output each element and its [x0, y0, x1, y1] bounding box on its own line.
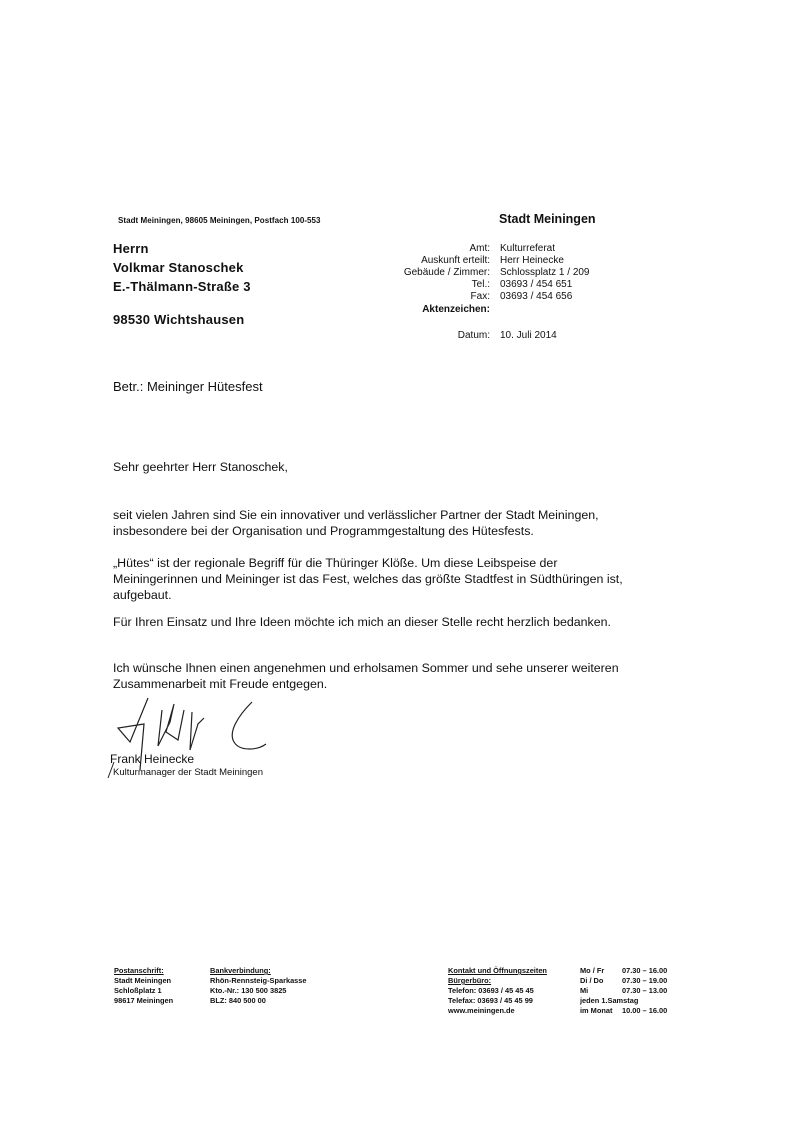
paragraph-2-line-2: Meiningerinnen und Meininger ist das Fest, welches das größte Stadtfest in Südthüringen ist, [113, 572, 623, 586]
footer-bank-line: Rhön-Rennsteig-Sparkasse [210, 976, 307, 985]
footer-postanschrift-line: Schloßplatz 1 [114, 986, 162, 995]
footer-bank-line: Kto.-Nr.: 130 500 3825 [210, 986, 287, 995]
letter-subject: Betr.: Meininger Hütesfest [113, 379, 263, 394]
paragraph-1-line-2: insbesondere bei der Organisation und Programmgestaltung des Hütesfests. [113, 524, 534, 538]
footer-hours-day: jeden 1.Samstag [580, 996, 639, 1005]
paragraph-2-line-3: aufgebaut. [113, 588, 172, 602]
footer-kontakt-heading: Kontakt und Öffnungszeiten [448, 966, 547, 975]
sender-return-address: Stadt Meiningen, 98605 Meiningen, Postfach 100-553 [118, 216, 321, 225]
recipient-city: 98530 Wichtshausen [113, 312, 245, 327]
footer-hours-time: 07.30 – 19.00 [622, 976, 668, 985]
footer-hours-time-spacer [622, 996, 667, 1006]
footer-kontakt-subheading: Bürgerbüro: [448, 976, 492, 985]
signatory-role: Kulturmanager der Stadt Meiningen [113, 767, 263, 778]
meta-aktenzeichen-label: Aktenzeichen: [422, 304, 490, 315]
footer-bank-line: BLZ: 840 500 00 [210, 996, 266, 1005]
meta-amt-value: Kulturreferat [500, 243, 556, 254]
footer-postanschrift-line: Stadt Meiningen [114, 976, 172, 985]
footer-bank [210, 966, 307, 1006]
footer-hours-time: 07.30 – 16.00 [622, 966, 668, 975]
footer-hours-time: 07.30 – 13.00 [622, 986, 668, 995]
footer-postanschrift-heading: Postanschrift: [114, 966, 164, 975]
meta-auskunft-label: Auskunft erteilt: [421, 255, 490, 266]
footer-hours-time: 10.00 – 16.00 [622, 1006, 668, 1015]
recipient-name: Volkmar Stanoschek [113, 260, 244, 275]
paragraph-2-line-1: „Hütes“ ist der regionale Begriff für die Thüringer Klöße. Um diese Leibspeise der [113, 556, 558, 570]
meta-fax-value: 03693 / 454 656 [500, 291, 573, 302]
paragraph-4-line-1: Ich wünsche Ihnen einen angenehmen und erholsamen Sommer und sehe unserer weiteren [113, 661, 619, 675]
paragraph-1-line-1: seit vielen Jahren sind Sie ein innovativer und verlässlicher Partner der Stadt Meiningen, [113, 508, 599, 522]
meta-tel-label: Tel.: [471, 279, 490, 290]
meta-tel-value: 03693 / 454 651 [500, 279, 573, 290]
meta-amt-label: Amt: [469, 243, 490, 254]
paragraph-3-line-1: Für Ihren Einsatz und Ihre Ideen möchte ich mich an dieser Stelle recht herzlich bedanken. [113, 615, 611, 629]
paragraph-4-line-2: Zusammenarbeit mit Freude entgegen. [113, 677, 328, 691]
footer-kontakt-website: www.meiningen.de [448, 1006, 515, 1015]
meta-fax-label: Fax: [470, 291, 490, 302]
signatory-name: Frank Heinecke [110, 752, 195, 766]
footer-kontakt [448, 966, 547, 1016]
meta-datum-value: 10. Juli 2014 [500, 330, 557, 341]
footer-bank-heading: Bankverbindung: [210, 966, 271, 975]
recipient-salutation: Herrn [113, 241, 149, 256]
footer-hours-times [622, 966, 667, 1016]
organization-title: Stadt Meiningen [499, 212, 596, 226]
footer-hours-day: im Monat [580, 1006, 613, 1015]
recipient-street: E.-Thälmann-Straße 3 [113, 279, 251, 294]
footer-postanschrift-line: 98617 Meiningen [114, 996, 174, 1005]
footer-hours-day: Mo / Fr [580, 966, 605, 975]
meta-gebaeude-label: Gebäude / Zimmer: [403, 267, 490, 278]
meta-auskunft-value: Herr Heinecke [500, 255, 564, 266]
footer-hours-day: Mi [580, 986, 589, 995]
footer-kontakt-line: Telefax: 03693 / 45 45 99 [448, 996, 533, 1005]
meta-gebaeude-value: Schlossplatz 1 / 209 [500, 267, 590, 278]
footer-kontakt-line: Telefon: 03693 / 45 45 45 [448, 986, 534, 995]
footer-hours-day: Di / Do [580, 976, 604, 985]
meta-datum-label: Datum: [457, 330, 490, 341]
letter-greeting: Sehr geehrter Herr Stanoschek, [113, 460, 288, 474]
footer-postanschrift [114, 966, 173, 1006]
